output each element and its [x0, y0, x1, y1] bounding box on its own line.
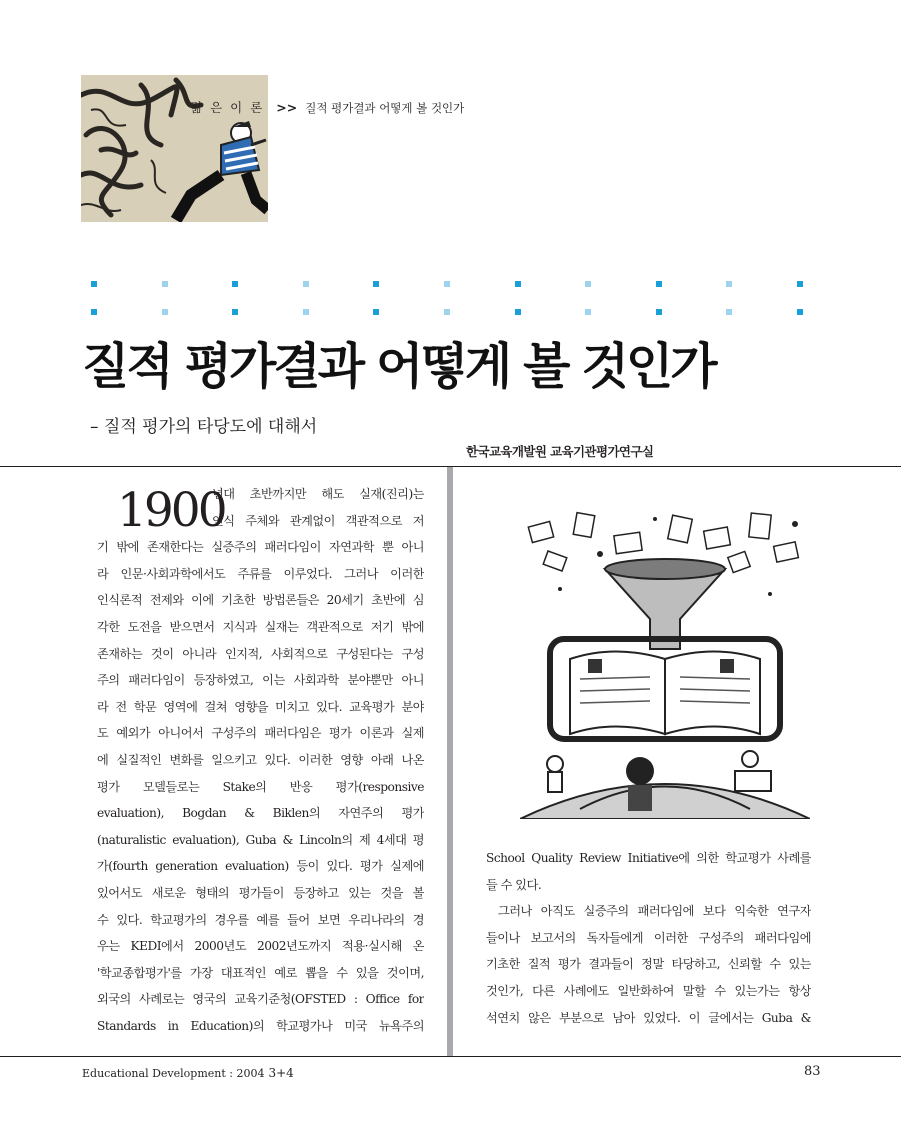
text-line: 각한 도전을 받으면서 지식과 실재는 객관적으로 저기 밖에 [97, 619, 424, 634]
text-line: 존재하는 것이 아니라 인지적, 사회적으로 구성된다는 구성 [97, 646, 424, 661]
text-line: 기초한 질적 평가 결과들이 정말 타당하고, 신뢰할 수 있는 [486, 957, 811, 972]
footer-journal [82, 1066, 294, 1080]
page-number: 83 [804, 1064, 821, 1079]
issue-number: 3+4 [268, 1066, 294, 1080]
text-line: 라 전 학문 영역에 걸쳐 영향을 미치고 있다. 교육평가 분야 [97, 699, 424, 714]
text-line: 도 예외가 아니어서 구성주의 패러다임은 평가 이론과 실제 [97, 726, 424, 741]
drop-cap: 1900 [117, 483, 225, 538]
text-line: 들이나 보고서의 독자들에게 이러한 구성주의 패러다임에 [486, 930, 811, 945]
decorative-dot-row [91, 281, 803, 287]
text-line: 석연치 않은 부분으로 남아 있었다. 이 글에서는 Guba & [486, 1010, 811, 1025]
text-line: 평가 모델들로는 Stake의 반응 평가(responsive [97, 779, 424, 794]
text-line: 그러나 아직도 실증주의 패러다임에 보다 익숙한 연구자 [498, 904, 811, 919]
breadcrumb-separator: >> [276, 100, 298, 115]
journal-name: Educational Development : 2004 [82, 1067, 265, 1080]
text-line: 에 실질적인 변화를 일으키고 있다. 이러한 영향 아래 나온 [97, 752, 424, 767]
text-line: 들 수 있다. [486, 877, 542, 892]
article-title: 질적 평가결과 어떻게 볼 것인가 [82, 338, 715, 395]
text-line: School Quality Review Initiative에 의한 학교평가 사례를 [486, 851, 811, 865]
article-short-title: 질적 평가결과 어떻게 볼 것인가 [305, 101, 465, 115]
text-line: 것인가, 다른 사례에도 일반화하여 말할 수 있는가는 항상 [486, 983, 811, 998]
section-tag [190, 98, 464, 116]
text-line: 외국의 사례로는 영국의 교육기준청(OFSTED : Office for [97, 992, 424, 1007]
text-line: Standards in Education)의 학교평가나 미국 뉴욕주의 [97, 1018, 424, 1033]
text-line: 있어서도 새로운 형태의 평가들이 등장하고 있는 것을 볼 [97, 885, 424, 900]
text-line: 라 인문·사회과학에서도 주류를 이루었다. 그러나 이러한 [97, 566, 424, 581]
text-line: 년대 초반까지만 해도 실재(진리)는 [212, 487, 424, 501]
article-subtitle: – 질적 평가의 타당도에 대해서 [90, 417, 318, 437]
text-line: '학교종합평가'를 가장 대표적인 예로 뽑을 수 있을 것이며, [97, 965, 424, 980]
text-line: (naturalistic evaluation), Guba & Lincoln의 제 4세대 평 [97, 832, 424, 847]
text-line: 인식 주체와 관계없이 객관적으로 저 [212, 513, 424, 528]
left-column-text [97, 481, 424, 1039]
text-line: evaluation), Bogdan & Biklen의 자연주의 평가 [97, 806, 424, 821]
text-line: 기 밖에 존재한다는 실증주의 패러다임이 자연과학 뿐 아니 [97, 540, 424, 555]
series-title: 젊은이론 [190, 100, 271, 115]
text-line: 인식론적 전제와 이에 기초한 방법론들은 20세기 초반에 심 [97, 593, 424, 608]
author-affiliation: 한국교육개발원 교육기관평가연구실 [466, 444, 654, 459]
text-line: 주의 패러다임이 등장하였고, 이는 사회과학 분야뿐만 아니 [97, 673, 424, 688]
decorative-dot-row [91, 309, 803, 315]
bottom-rule [0, 1056, 901, 1057]
text-line: 가(fourth generation evaluation) 등이 있다. 평가 실제에 [97, 859, 424, 874]
text-line: 수 있다. 학교평가의 경우를 예를 들어 보면 우리나라의 경 [97, 912, 424, 927]
funnel-book-illustration [520, 509, 810, 819]
column-divider [447, 467, 453, 1056]
text-line: 우는 KEDI에서 2000년도 2002년도까지 적용·실시해 온 [97, 939, 424, 954]
right-column-text [486, 845, 811, 1031]
